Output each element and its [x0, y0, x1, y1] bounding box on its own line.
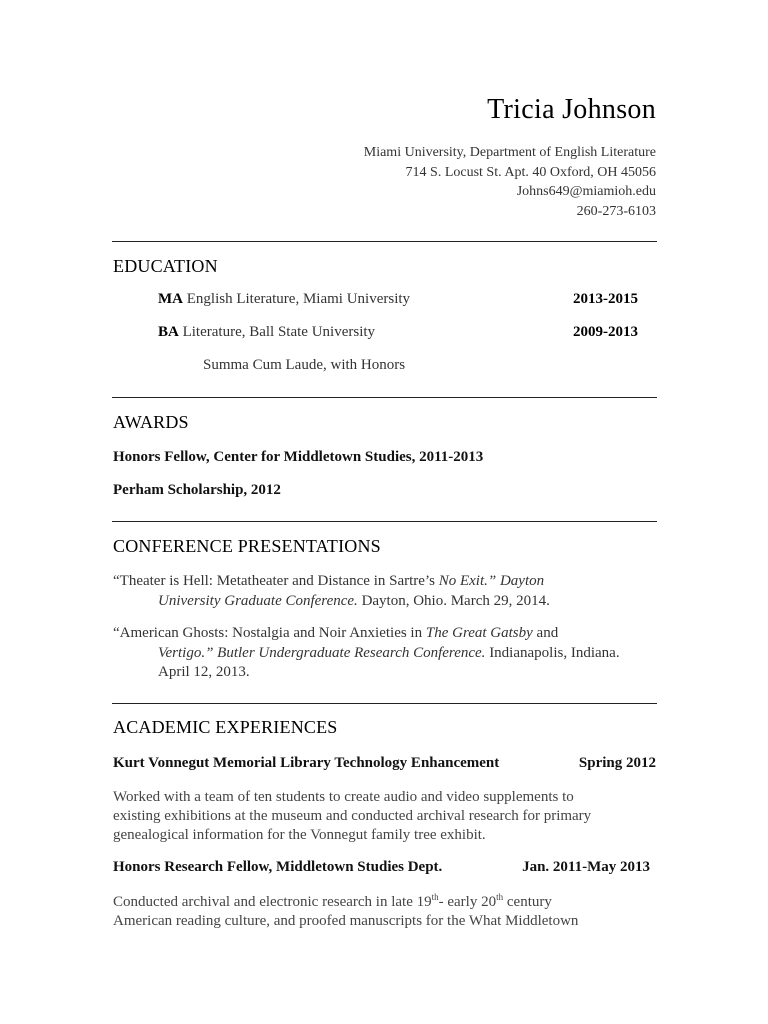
awards-heading: AWARDS: [113, 412, 189, 432]
presentation-line: April 12, 2013.: [158, 664, 250, 680]
presentation-item: [113, 624, 658, 683]
divider-experiences: [112, 703, 657, 704]
experience-description: Conducted archival and electronic research in late 19th- early 20th century American reading culture, and proofed manuscripts for the What Middletown: [113, 892, 579, 929]
address: 714 S. Locust St. Apt. 40 Oxford, OH 45056: [405, 164, 656, 180]
divider-awards: [112, 397, 657, 398]
email: Johns649@miamioh.edu: [516, 184, 656, 199]
education-honors: Summa Cum Laude, with Honors: [203, 357, 406, 373]
presentation-item: [113, 572, 658, 611]
degree: BA: [158, 324, 179, 340]
affiliation: Miami University, Department of English Literature: [363, 145, 656, 160]
experience-title: Kurt Vonnegut Memorial Library Technology Enhancement: [113, 755, 500, 771]
presentation-line: University Graduate Conference. Dayton, Ohio. March 29, 2014.: [158, 592, 550, 609]
divider-education: [112, 241, 657, 242]
degree-dates: 2009-2013: [573, 324, 638, 340]
contact-block: [364, 143, 656, 221]
experience-dates: Jan. 2011-May 2013: [522, 859, 650, 875]
conferences-heading: CONFERENCE PRESENTATIONS: [113, 536, 381, 556]
applicant-name: Tricia Johnson: [487, 94, 656, 125]
education-row: [158, 324, 638, 341]
presentation-line: “Theater is Hell: Metatheater and Distance in Sartre’s No Exit.” Dayton: [113, 573, 545, 589]
experience-dates: Spring 2012: [578, 755, 656, 771]
divider-conferences: [112, 521, 657, 522]
phone: 260-273-6103: [576, 203, 656, 219]
experience-title: Honors Research Fellow, Middletown Studies Dept.: [113, 859, 443, 875]
degree-field: Literature, Ball State University: [182, 324, 376, 340]
education-heading: EDUCATION: [113, 256, 218, 276]
experience-description: Worked with a team of ten students to create audio and video supplements to existing exhibitions at the museum and conducted archival research for primary genealogical information for the Vonnegut family tree exhibit.: [113, 789, 592, 843]
degree-dates: 2013-2015: [573, 291, 638, 307]
experiences-heading: ACADEMIC EXPERIENCES: [113, 717, 338, 737]
presentation-line: “American Ghosts: Nostalgia and Noir Anxieties in The Great Gatsby and: [113, 625, 559, 641]
experience-title-row: [113, 859, 656, 876]
education-row: [158, 291, 638, 308]
experience-title-row: [113, 755, 656, 772]
degree-field: English Literature, Miami University: [186, 291, 411, 307]
presentation-line: Vertigo.” Butler Undergraduate Research Conference. Indianapolis, Indiana.: [158, 644, 620, 661]
award-item: Perham Scholarship, 2012: [113, 482, 281, 498]
degree: MA: [158, 291, 183, 307]
award-item: Honors Fellow, Center for Middletown Studies, 2011-2013: [113, 449, 484, 465]
